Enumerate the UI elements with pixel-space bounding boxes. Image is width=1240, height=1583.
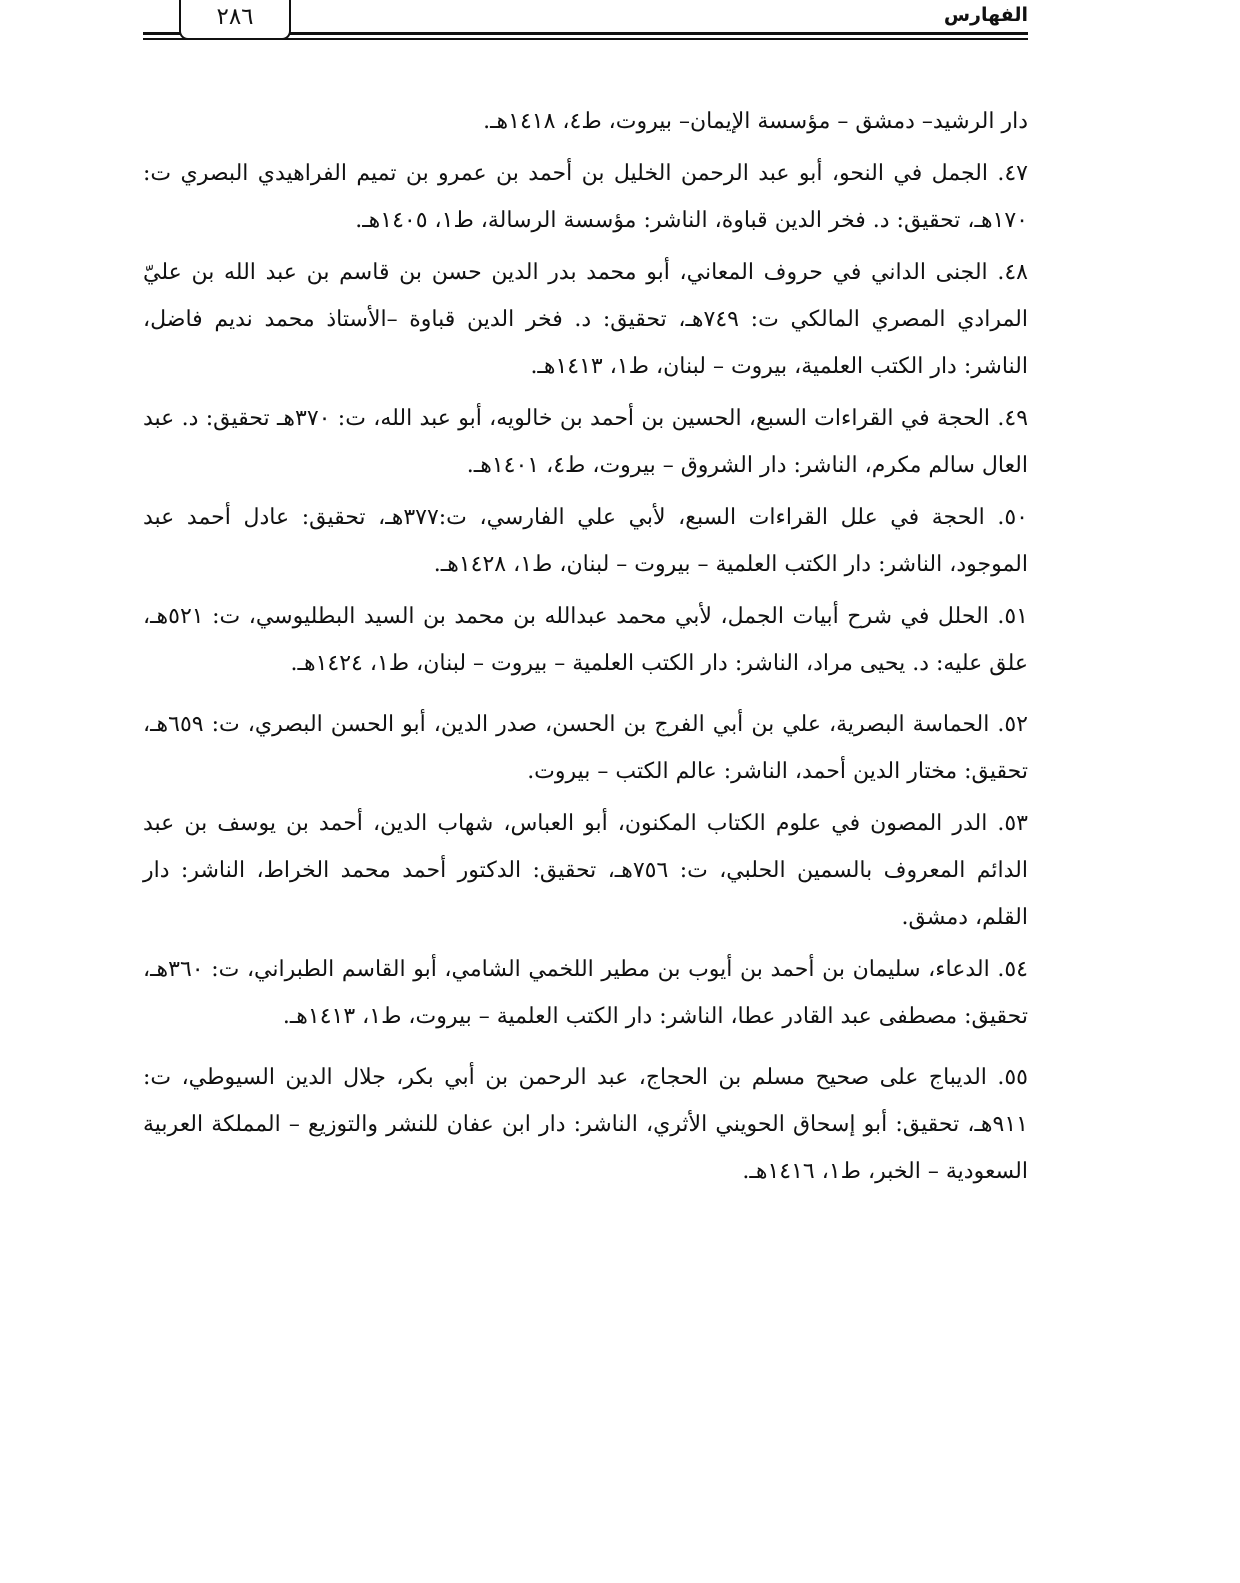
page-header bbox=[143, 0, 1028, 44]
bibliography-list bbox=[143, 98, 1028, 1200]
entry-53: ٥٣. الدر المصون في علوم الكتاب المكنون، أبو العباس، شهاب الدين، أحمد بن يوسف بن عبد الدائم المعروف بالسمين الحلبي، ت: ٧٥٦هـ، تحقيق: الدكتور أحمد محمد الخراط، الناشر: دار القلم، دمشق. bbox=[143, 811, 1028, 930]
entry-52: ٥٢. الحماسة البصرية، علي بن أبي الفرج بن الحسن، صدر الدين، أبو الحسن البصري، ت: ٦٥٩هـ، تحقيق: مختار الدين أحمد، الناشر: عالم الكتب – بيروت. bbox=[143, 712, 1028, 784]
entry-54: ٥٤. الدعاء، سليمان بن أحمد بن أيوب بن مطير اللخمي الشامي، أبو القاسم الطبراني، ت: ٣٦٠هـ، تحقيق: مصطفى عبد القادر عطا، الناشر: دار الكتب العلمية – بيروت، ط١، ١٤١٣هـ. bbox=[143, 957, 1028, 1029]
entry-47: ٤٧. الجمل في النحو، أبو عبد الرحمن الخليل بن أحمد بن عمرو بن تميم الفراهيدي البصري ت: ١٧٠هـ، تحقيق: د. فخر الدين قباوة، الناشر: مؤسسة الرسالة، ط١، ١٤٠٥هـ. bbox=[143, 161, 1028, 233]
page-number: ٢٨٦ bbox=[179, 0, 291, 40]
entry-51: ٥١. الحلل في شرح أبيات الجمل، لأبي محمد عبدالله بن محمد بن السيد البطليوسي، ت: ٥٢١هـ، علق عليه: د. يحيى مراد، الناشر: دار الكتب العلمية – بيروت – لبنان، ط١، ١٤٢٤هـ. bbox=[143, 604, 1028, 676]
entry-49: ٤٩. الحجة في القراءات السبع، الحسين بن أحمد بن خالويه، أبو عبد الله، ت: ٣٧٠هـ تحقيق: د. عبد العال سالم مكرم، الناشر: دار الشروق – بيروت، ط٤، ١٤٠١هـ. bbox=[143, 406, 1029, 478]
entry-48: ٤٨. الجنى الداني في حروف المعاني، أبو محمد بدر الدين حسن بن قاسم بن عبد الله بن عليّ المرادي المصري المالكي ت: ٧٤٩هـ، تحقيق: د. فخر الدين قباوة –الأستاذ محمد نديم فاضل، الناشر: دار الكتب العلمية، بيروت – لبنان، ط١، ١٤١٣هـ. bbox=[143, 260, 1028, 379]
entry-50: ٥٠. الحجة في علل القراءات السبع، لأبي علي الفارسي، ت:٣٧٧هـ، تحقيق: عادل أحمد عبد الموجود، الناشر: دار الكتب العلمية – بيروت – لبنان، ط١، ١٤٢٨هـ. bbox=[143, 505, 1028, 577]
entry-continuation: دار الرشيد– دمشق – مؤسسة الإيمان– بيروت، ط٤، ١٤١٨هـ. bbox=[483, 109, 1028, 134]
section-title: الفهارس bbox=[943, 4, 1028, 26]
entry-55: ٥٥. الديباج على صحيح مسلم بن الحجاج، عبد الرحمن بن أبي بكر، جلال الدين السيوطي، ت: ٩١١هـ، تحقيق: أبو إسحاق الحويني الأثري، الناشر: دار ابن عفان للنشر والتوزيع – المملكة العربية السعودية – الخبر، ط١، ١٤١٦هـ. bbox=[143, 1065, 1028, 1184]
